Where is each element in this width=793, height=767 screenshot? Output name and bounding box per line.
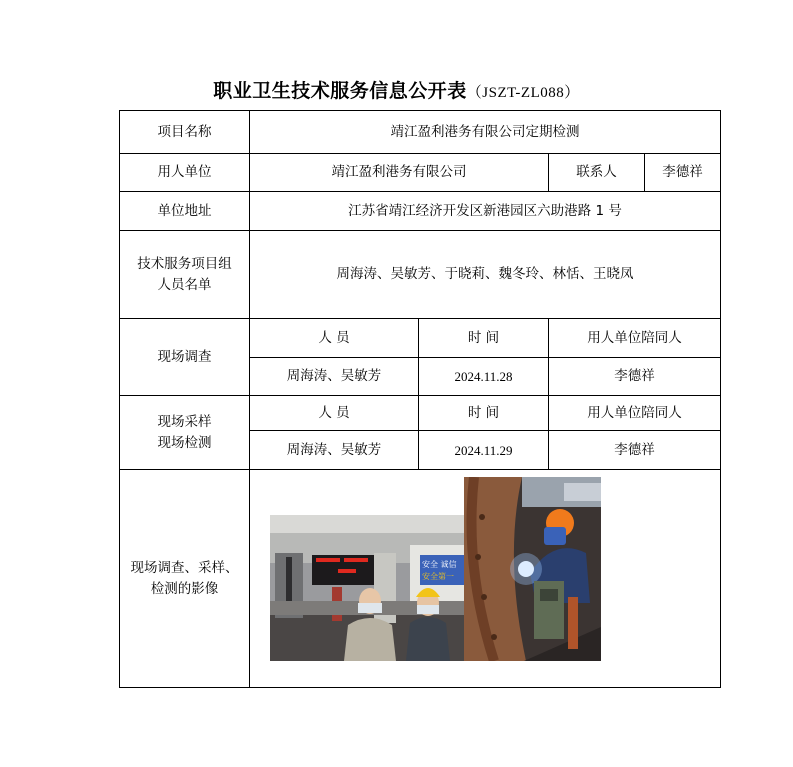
project-value: 靖江盈利港务有限公司定期检测 [250, 111, 721, 154]
images-label [120, 470, 250, 688]
welding-photo [464, 477, 601, 661]
sampling-companion: 李德祥 [549, 431, 721, 470]
row-team [120, 231, 721, 319]
photo-area [250, 471, 793, 687]
info-table [119, 110, 721, 688]
employer-value: 靖江盈利港务有限公司 [250, 154, 549, 192]
row-images [120, 470, 721, 688]
survey-date: 2024.11.28 [419, 358, 549, 396]
images-cell [250, 470, 721, 688]
employer-label: 用人单位 [120, 154, 250, 192]
sampling-date: 2024.11.29 [419, 431, 549, 470]
office-photo [270, 515, 464, 661]
sampling-header-people: 人 员 [250, 396, 419, 431]
address-value: 江苏省靖江经济开发区新港园区六助港路 1 号 [250, 192, 721, 231]
sampling-label-line2: 现场检测 [157, 434, 212, 451]
sampling-header-companion: 用人单位陪同人 [549, 396, 721, 431]
wall-sign-text: 安全 诚信 [422, 559, 457, 569]
page-title [0, 76, 793, 103]
project-label: 项目名称 [120, 111, 250, 154]
contact-label: 联系人 [549, 154, 645, 192]
sampling-label-line1: 现场采样 [157, 413, 212, 430]
survey-companion: 李德祥 [549, 358, 721, 396]
title-code: （JSZT-ZL088） [466, 85, 580, 101]
images-label-line1: 现场调查、采样、 [130, 559, 239, 576]
survey-label: 现场调查 [120, 319, 250, 396]
team-label-line1: 技术服务项目组 [137, 255, 232, 272]
contact-value: 李德祥 [645, 154, 721, 192]
address-label: 单位地址 [120, 192, 250, 231]
survey-header-companion: 用人单位陪同人 [549, 319, 721, 358]
wall-sign-text-2: 安全第一 [422, 571, 454, 581]
survey-header-time: 时 间 [419, 319, 549, 358]
row-address [120, 192, 721, 231]
survey-header-people: 人 员 [250, 319, 419, 358]
title-main: 职业卫生技术服务信息公开表 [213, 80, 467, 102]
row-survey-header [120, 319, 721, 358]
images-label-line2: 检测的影像 [150, 580, 219, 597]
row-sampling-header [120, 396, 721, 431]
sampling-header-time: 时 间 [419, 396, 549, 431]
survey-people: 周海涛、吴敏芳 [250, 358, 419, 396]
team-label-line2: 人员名单 [157, 276, 212, 293]
row-project [120, 111, 721, 154]
team-value: 周海涛、吴敏芳、于晓莉、魏冬玲、林恬、王晓凤 [250, 231, 721, 319]
sampling-people: 周海涛、吴敏芳 [250, 431, 419, 470]
row-employer [120, 154, 721, 192]
team-label [120, 231, 250, 319]
sampling-label [120, 396, 250, 470]
